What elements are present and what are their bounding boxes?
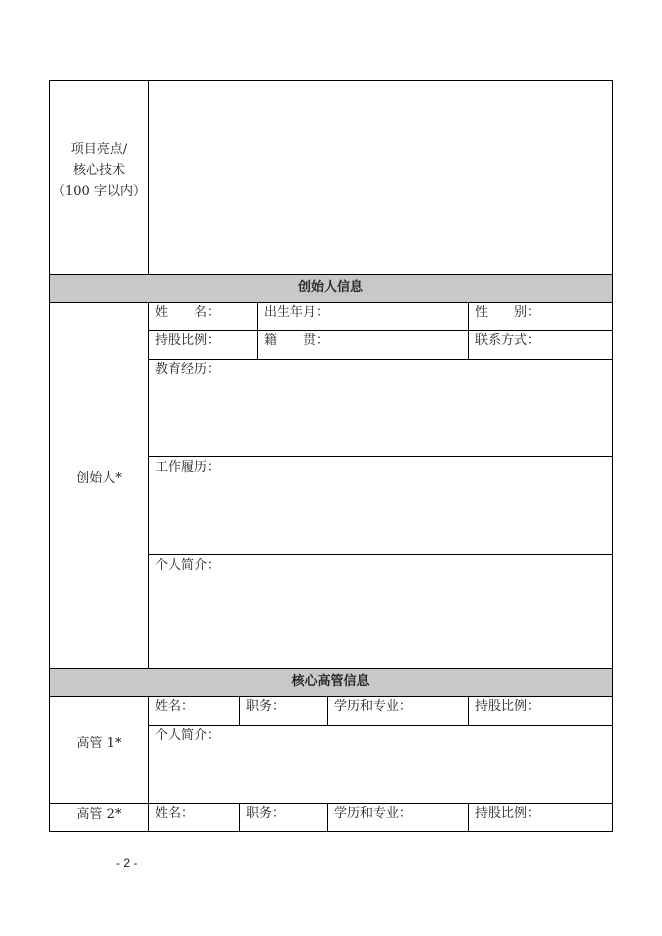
divider: [148, 456, 613, 457]
page-number: - 2 -: [116, 856, 138, 870]
divider: [468, 302, 469, 359]
highlights-field[interactable]: [149, 81, 612, 274]
exec-section-title: 核心高管信息: [291, 674, 370, 689]
highlights-label: [49, 139, 149, 202]
exec1-name-label: 姓名：: [155, 699, 195, 714]
exec2-position-label: 职务：: [246, 806, 286, 821]
exec2-education-label: 学历和专业：: [334, 806, 413, 821]
divider: [468, 803, 469, 832]
divider: [148, 554, 613, 555]
exec1-share-label: 持股比例：: [475, 699, 541, 714]
founder-origin-label: 籍 贯：: [264, 333, 330, 348]
founder-name-label: 姓 名：: [155, 305, 221, 320]
divider: [148, 330, 613, 331]
founder-bio-label: 个人简介：: [155, 558, 221, 573]
founder-row-label: 创始人*: [76, 471, 122, 486]
highlights-label-line: 核心技术: [72, 163, 125, 178]
divider: [327, 803, 328, 832]
divider: [468, 696, 469, 725]
exec2-row-label: 高管 2*: [76, 807, 122, 822]
divider: [257, 302, 258, 359]
founder-section-title: 创始人信息: [297, 280, 363, 295]
table-right-border: [612, 80, 613, 832]
founder-contact-label: 联系方式：: [475, 333, 541, 348]
founder-education-label: 教育经历：: [155, 362, 221, 377]
divider: [148, 359, 613, 360]
exec1-education-label: 学历和专业：: [334, 699, 413, 714]
founder-gender-label: 性 别：: [475, 305, 541, 320]
divider: [239, 696, 240, 725]
founder-birth-label: 出生年月：: [264, 305, 330, 320]
divider: [49, 302, 613, 303]
divider: [49, 696, 613, 697]
exec2-share-label: 持股比例：: [475, 806, 541, 821]
exec1-bio-label: 个人简介：: [155, 728, 221, 743]
table-bottom-border: [49, 831, 613, 832]
divider: [327, 696, 328, 725]
divider: [148, 725, 613, 726]
divider: [239, 803, 240, 832]
highlights-label-line: （100 字以内）: [52, 184, 146, 199]
exec2-name-label: 姓名：: [155, 806, 195, 821]
exec1-position-label: 职务：: [246, 699, 286, 714]
founder-share-label: 持股比例：: [155, 333, 221, 348]
founder-work-label: 工作履历：: [155, 460, 221, 475]
highlights-label-line: 项目亮点/: [70, 142, 128, 157]
exec1-row-label: 高管 1*: [76, 736, 122, 751]
